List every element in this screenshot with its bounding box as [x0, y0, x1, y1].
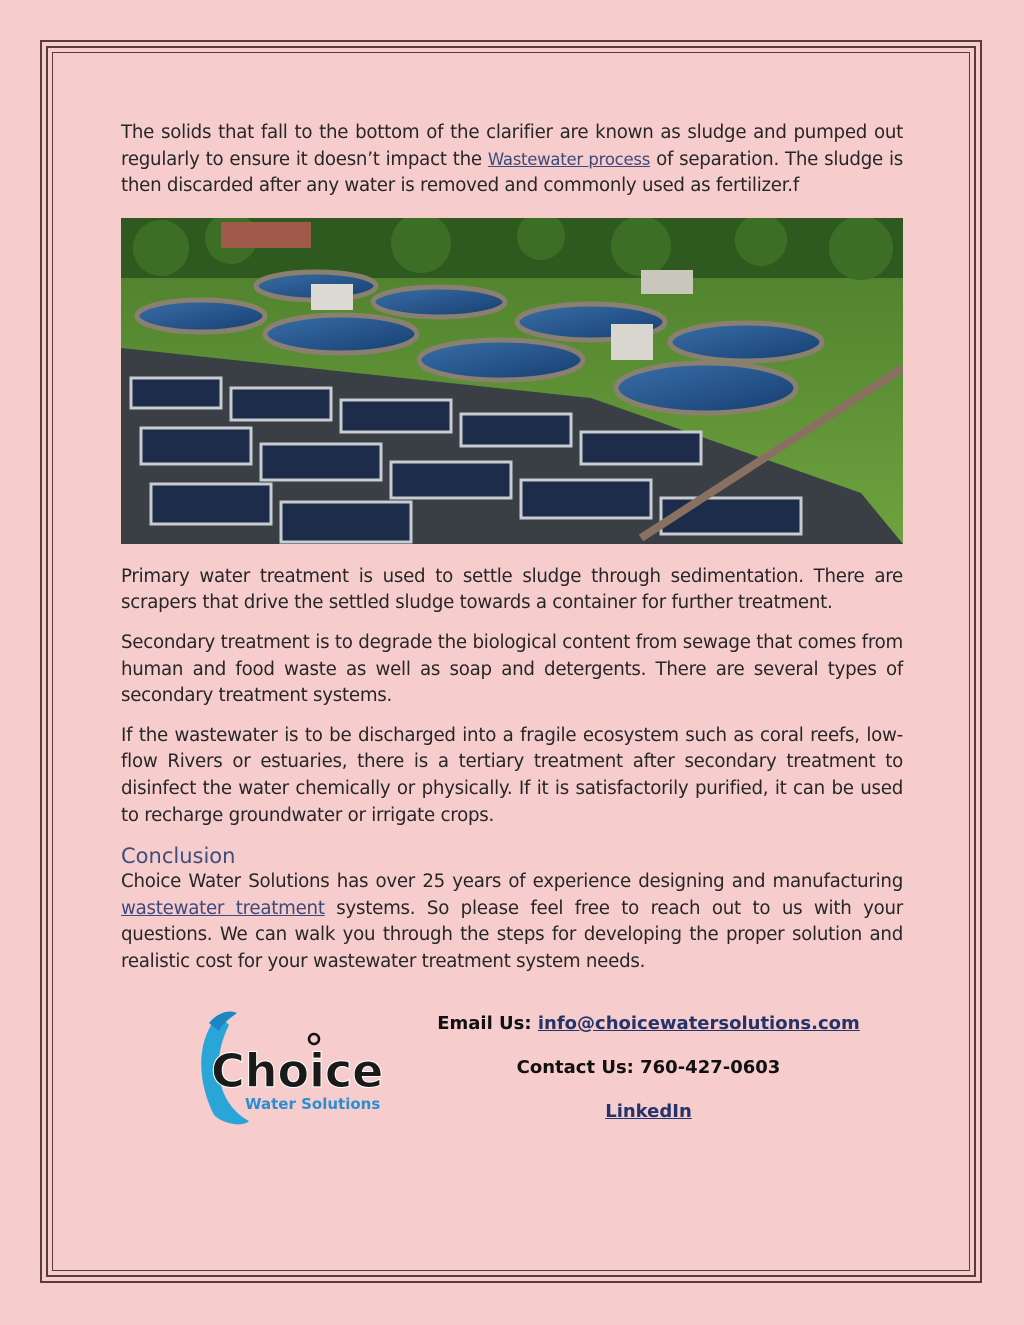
paragraph-primary-treatment: Primary water treatment is used to settle sludge through sedimentation. There are scrapers that drive the settled sludge towards a container for further treatment.	[121, 565, 903, 614]
treatment-plant-photo	[121, 218, 903, 544]
logo-word-water-solutions: Water Solutions	[245, 1095, 381, 1113]
email-link[interactable]: info@choicewatersolutions.com	[537, 1013, 860, 1034]
article-content	[121, 120, 903, 976]
wastewater-treatment-link[interactable]: wastewater treatment	[121, 897, 325, 919]
gear-icon	[309, 1034, 319, 1044]
contact-section	[121, 1005, 903, 1135]
contact-info	[371, 1005, 926, 1137]
wastewater-process-link[interactable]: Wastewater process	[487, 149, 651, 169]
phone-text: Contact Us: 760-427-0603	[516, 1057, 781, 1078]
paragraph-secondary-treatment: Secondary treatment is to degrade the biological content from sewage that comes from human and food waste as well as soap and detergents. There are several types of secondary treatment systems.	[121, 631, 903, 707]
linkedin-link[interactable]: LinkedIn	[605, 1101, 692, 1122]
email-row: Email Us: info@choicewatersolutions.com	[437, 1013, 860, 1034]
choice-water-solutions-logo	[189, 1005, 389, 1129]
conclusion-heading: Conclusion	[121, 844, 236, 869]
logo-word-choice: Choice	[211, 1044, 384, 1098]
paragraph-sludge: The solids that fall to the bottom of the clarifier are known as sludge and pumped out regularly to ensure it doesn’t impact the Wastewater process of separation. The sludge is then discarded after any water is removed and commonly used as fertilizer.f	[121, 122, 903, 197]
paragraph-conclusion: Choice Water Solutions has over 25 years of experience designing and manufacturing wastewater treatment systems. So please feel free to reach out to us with your questions. We can walk you through the steps for developing the proper solution and realistic cost for your wastewater treatment system needs.	[121, 871, 904, 972]
paragraph-tertiary-treatment: If the wastewater is to be discharged into a fragile ecosystem such as coral reefs, low-flow Rivers or estuaries, there is a tertiary treatment after secondary treatment to disinfect the water chemically or physically. If it is satisfactorily purified, it can be used to recharge groundwater or irrigate crops.	[121, 724, 903, 826]
